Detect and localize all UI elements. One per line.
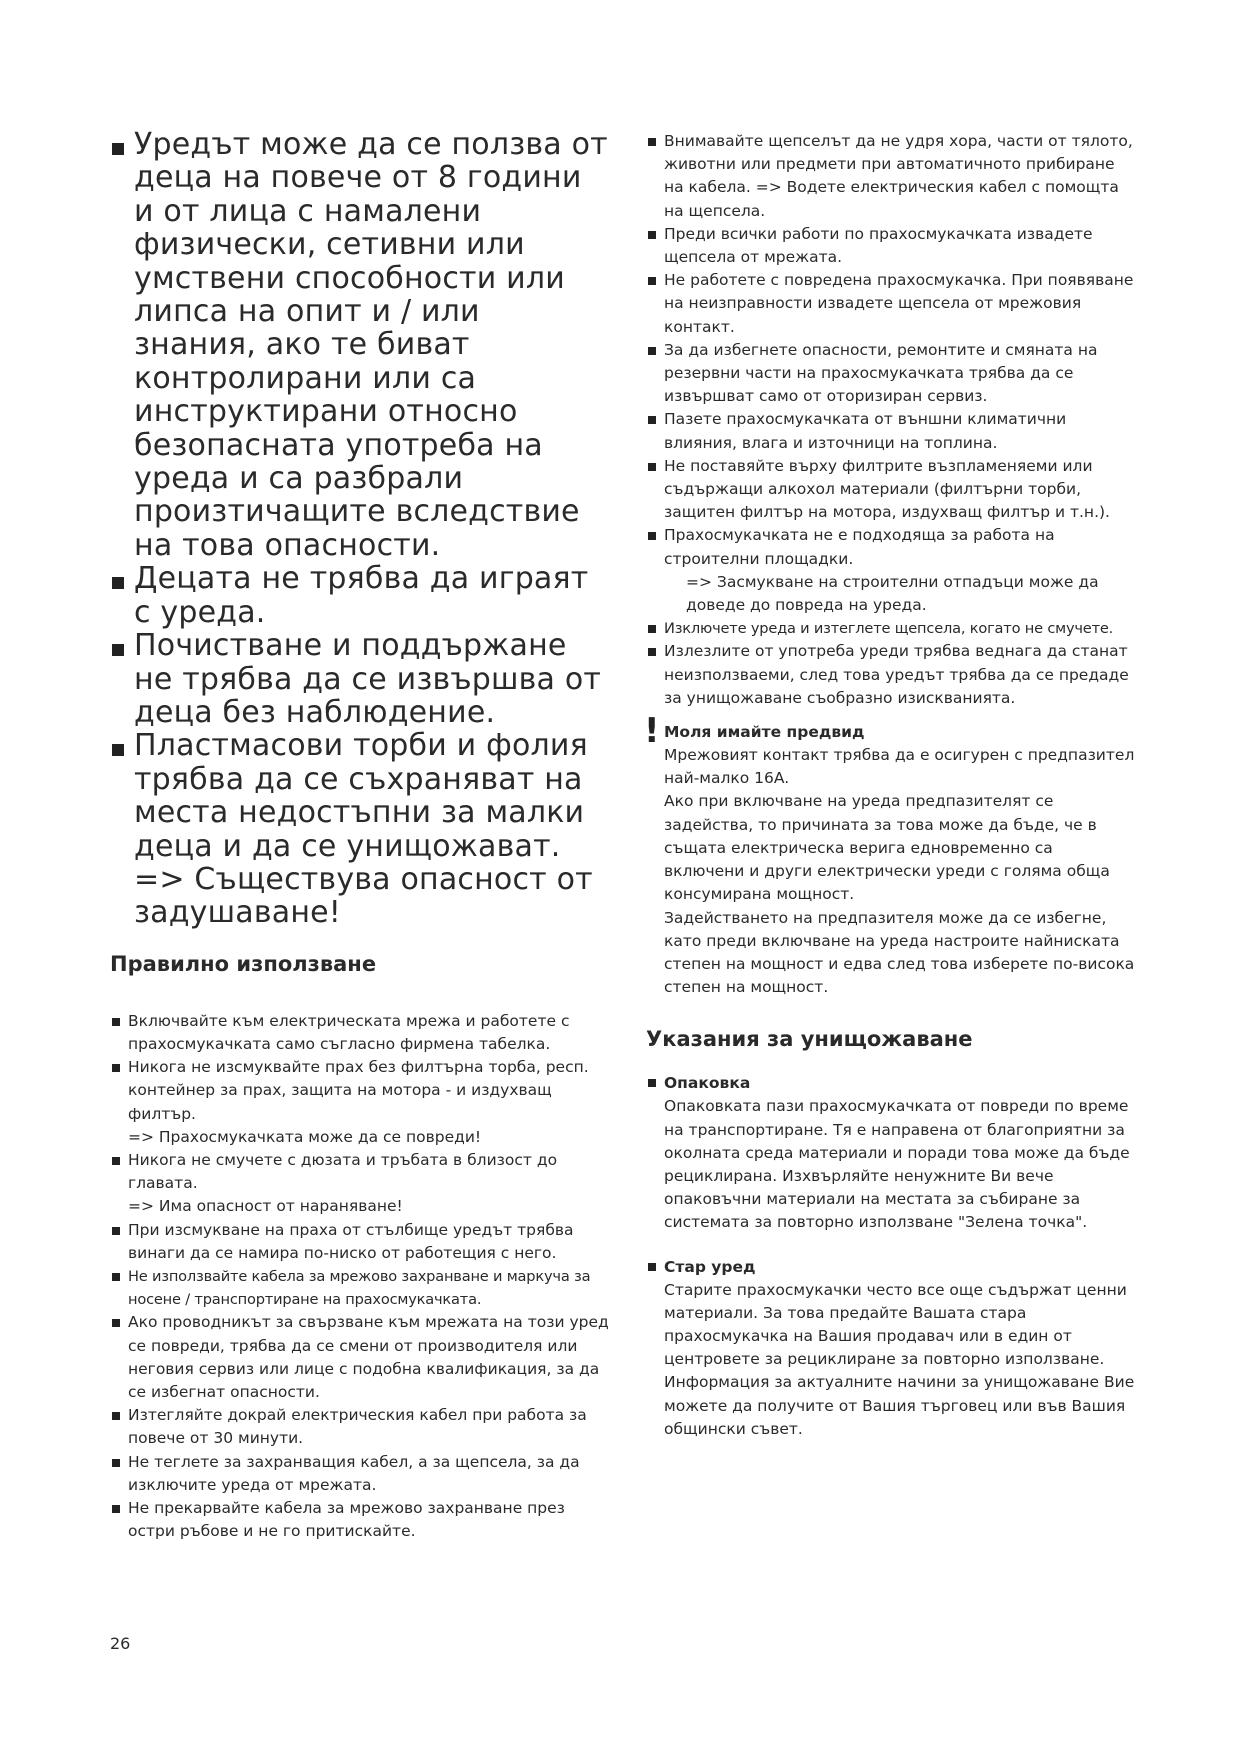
disposal-packaging (646, 1071, 1136, 1234)
big-warning-item: Децата не трябва да играят с уреда. (110, 562, 610, 629)
list-item-consequence: => Засмукване на строителни отпадъци може да доведе до повреда на уреда. (686, 572, 1099, 615)
list-item: Внимавайте щепселът да не удря хора, части от тялото, животни или предмети при автоматичното прибиране на кабела. => Водете електрическия кабел с помощта на щепсела. (646, 130, 1136, 223)
list-item-consequence: => Прахосмукачката може да се повреди! (128, 1127, 482, 1146)
attention-note (644, 711, 1136, 999)
right-column (646, 130, 1136, 1441)
big-warning-item: Уредът може да се ползва от деца на повече от 8 години и от лица с намалени физически, сетивни или умствени способности или липса на опит и / или знания, ако те биват контролирани или са инструктирани относно безопасната употреба на уреда и са разбрали произтичащите вследствие на това опасности. (110, 128, 610, 562)
list-item: Включвайте към електрическата мрежа и работете с прахосмукачката само съгласно фирмена табелка. (110, 1010, 610, 1056)
list-item: Излезлите от употреба уреди трябва веднага да станат неизползваеми, след това уредът трябва да се предаде за унищожаване съобразно изискванията. (646, 640, 1136, 710)
note-paragraph: Ако при включване на уреда предпазителят се задейства, то причината за това може да бъде, че в същата електрическа верига едновременно са включени и други електрически уреди с голяма обща консумирана мощност. (664, 792, 1110, 904)
disposal-old-appliance (646, 1255, 1136, 1441)
list-item: За да избегнете опасности, ремонтите и смяната на резервни части на прахосмукачката трябва да се извършват само от оторизиран сервиз. (646, 339, 1136, 409)
packaging-text: Опаковката пази прахосмукачката от повреди по време на транспортиране. Тя е направена от благоприятни за околната среда материали и поради това може да бъде рециклирана. Изхвърляйте ненужните Ви вече опаковъчни материали на местата за събиране за системата за повторно използване "Зелена точка". (664, 1097, 1130, 1232)
list-item: Никога не смучете с дюзата и тръбата в близост до главата. => Има опасност от нараняване! (110, 1149, 610, 1219)
suffocation-warning: => Съществува опасност от задушаване! (134, 861, 593, 931)
note-paragraph: Задействането на предпазителя може да се избегне, като преди включване на уреда настроите найниската степен на мощност и едва след това изберете по-висока степен на мощност. (664, 908, 1135, 997)
list-item: Изтегляйте докрай електрическия кабел при работа за повече от 30 минути. (110, 1404, 610, 1450)
list-item: Преди всички работи по прахосмукачката извадете щепсела от мрежата. (646, 223, 1136, 269)
list-item: Ако проводникът за свързване към мрежата на този уред се повреди, трябва да се смени от производителя или неговия сервиз или лице с подобна квалификация, за да се избегнат опасности. (110, 1311, 610, 1404)
page-number: 26 (110, 1634, 131, 1653)
section-title-disposal: Указания за унищожаване (646, 1027, 973, 1052)
safety-list (646, 130, 1136, 710)
child-safety-warnings (110, 128, 610, 930)
list-item: При изсмукване на праха от стълбище уредът трябва винаги да се намира по-ниско от работещия с него. (110, 1219, 610, 1265)
packaging-title: Опаковка (664, 1074, 751, 1093)
proper-use-list (110, 1010, 610, 1544)
list-item: Изключете уреда и изтеглете щепсела, когато не смучете. (646, 617, 1136, 640)
old-appliance-text: Старите прахосмукачки често все още съдържат ценни материали. За това предайте Вашата стара прахосмукачка на Вашия продавач или в един от центровете за рециклиране за повторно използване. Информация за актуалните начини за унищожаване Вие можете да получите от Вашия търговец или във Вашия общински съвет. (664, 1280, 1135, 1438)
left-column (110, 128, 610, 1543)
list-item: Не използвайте кабела за мрежово захранване и маркуча за носене / транспортиране на прахосмукачката. (110, 1265, 610, 1311)
list-item: Не прекарвайте кабела за мрежово захранване през остри ръбове и не го притискайте. (110, 1497, 610, 1543)
list-item: Пазете прахосмукачката от външни климатични влияния, влага и източници на топлина. (646, 408, 1136, 454)
list-item: Прахосмукачката не е подходяща за работа на строителни площадки. => Засмукване на строителни отпадъци може да доведе до повреда на уреда. (646, 524, 1136, 617)
list-item: Никога не изсмуквайте прах без филтърна торба, респ. контейнер за прах, защита на мотора - и издухващ филтър. => Прахосмукачката може да се повреди! (110, 1056, 610, 1149)
note-title: Моля имайте предвид (664, 723, 865, 742)
list-item-consequence: => Има опасност от нараняване! (128, 1197, 403, 1216)
note-paragraph: Мрежовият контакт трябва да е осигурен с предпазител най-малко 16A. (664, 746, 1135, 788)
list-item: Не теглете за захранващия кабел, а за щепсела, за да изключите уреда от мрежата. (110, 1451, 610, 1497)
section-title-proper-use: Правилно използване (110, 951, 377, 976)
exclamation-icon: ! (644, 711, 660, 752)
big-warning-item: Почистване и поддържане не трябва да се извършва от деца без наблюдение. (110, 629, 610, 729)
big-warning-item: Пластмасови торби и фолия трябва да се съхраняват на места недостъпни за малки деца и да се унищожават. => Съществува опасност от задушаване! (110, 729, 610, 929)
old-appliance-title: Стар уред (664, 1257, 756, 1276)
list-item: Не поставяйте върху филтрите възпламеняеми или съдържащи алкохол материали (филтърни торби, защитен филтър на мотора, издухващ филтър и т.н.). (646, 455, 1136, 525)
list-item: Не работете с повредена прахосмукачка. При появяване на неизправности извадете щепсела от мрежовия контакт. (646, 269, 1136, 339)
